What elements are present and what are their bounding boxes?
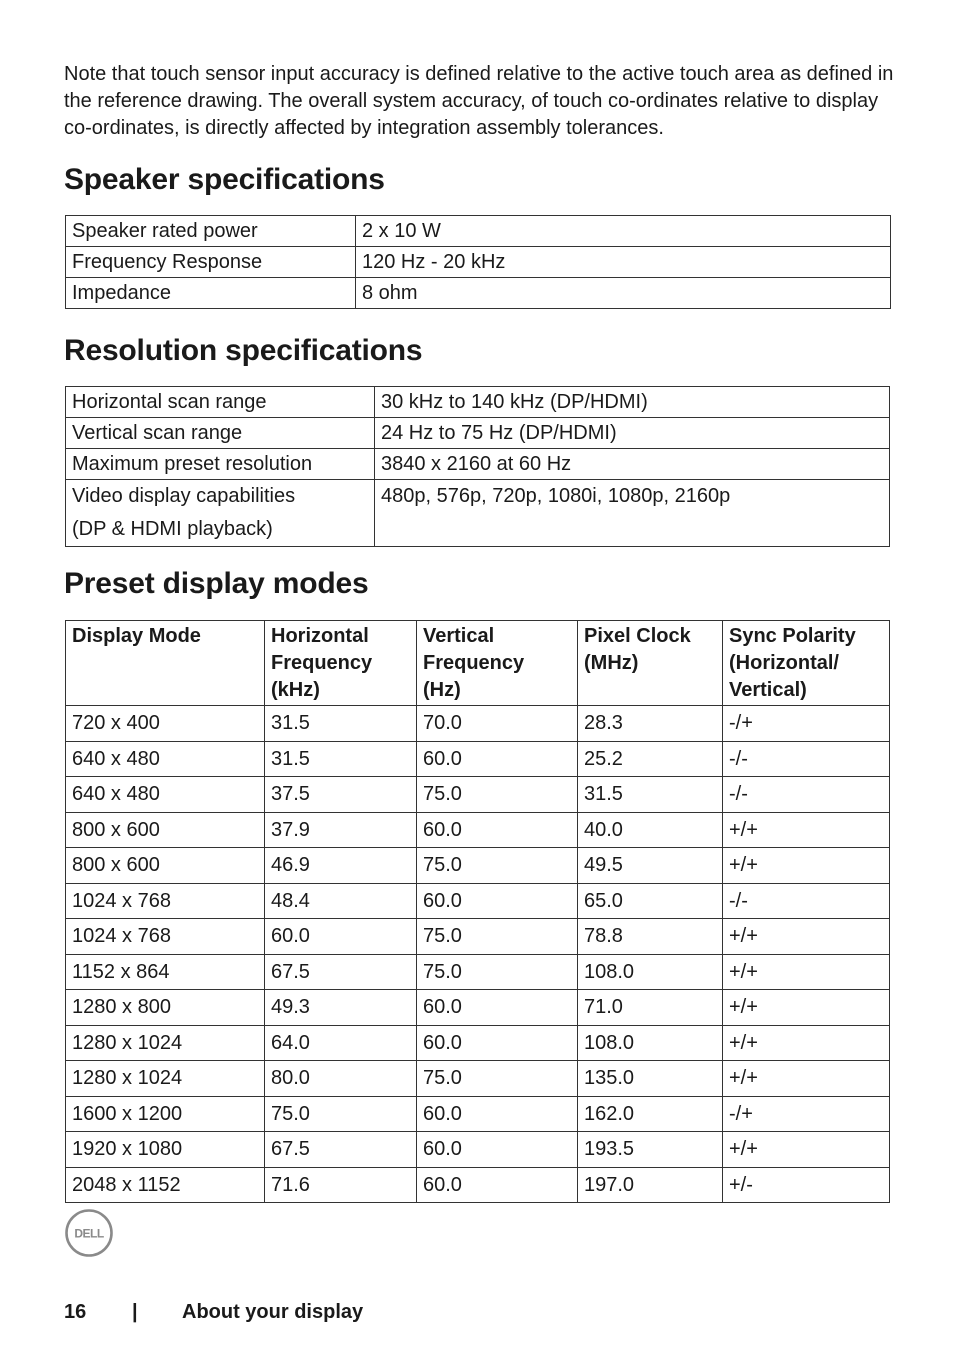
table-cell: Maximum preset resolution	[66, 449, 375, 480]
table-cell: Vertical scan range	[66, 418, 375, 449]
cell-display-mode: 1024 x 768	[66, 919, 265, 955]
column-header-pixel-clock	[578, 621, 723, 706]
cell-vertical-frequency: 60.0	[417, 741, 578, 777]
cell-vertical-frequency: 60.0	[417, 1132, 578, 1168]
header-line: Vertical	[423, 625, 495, 647]
cell-display-mode: 800 x 600	[66, 812, 265, 848]
intro-paragraph: Note that touch sensor input accuracy is defined relative to the active touch area as defined in the reference drawing. The overall system accuracy, of touch co-ordinates relative to display co-ordinates, is directly affected by integration assembly tolerances.	[64, 63, 894, 139]
table-cell: Frequency Response	[66, 247, 356, 278]
cell-vertical-frequency: 60.0	[417, 883, 578, 919]
speaker-table	[65, 215, 891, 309]
cell-display-mode: 1600 x 1200	[66, 1096, 265, 1132]
cell-horizontal-frequency: 31.5	[265, 741, 417, 777]
resolution-heading: Resolution specifications	[64, 334, 423, 367]
table-row	[66, 449, 890, 480]
dell-logo-icon	[64, 1208, 114, 1258]
column-header-display-mode	[66, 621, 265, 706]
cell-sync-polarity: +/+	[723, 848, 890, 884]
cell-vertical-frequency: 60.0	[417, 812, 578, 848]
table-row	[66, 1132, 890, 1168]
cell-vertical-frequency: 60.0	[417, 1096, 578, 1132]
table-row	[66, 848, 890, 884]
table-row	[66, 883, 890, 919]
cell-horizontal-frequency: 64.0	[265, 1025, 417, 1061]
dell-logo-text: DELL	[74, 1226, 104, 1241]
cell-pixel-clock: 197.0	[578, 1167, 723, 1203]
cell-display-mode: 720 x 400	[66, 706, 265, 742]
cell-sync-polarity: -/-	[723, 777, 890, 813]
table-row	[66, 1025, 890, 1061]
table-cell	[66, 480, 375, 547]
cell-horizontal-frequency: 75.0	[265, 1096, 417, 1132]
cell-pixel-clock: 108.0	[578, 954, 723, 990]
table-row	[66, 216, 891, 247]
table-cell: 30 kHz to 140 kHz (DP/HDMI)	[375, 387, 890, 418]
page-number: 16	[64, 1301, 87, 1323]
table-row	[66, 990, 890, 1026]
cell-vertical-frequency: 60.0	[417, 990, 578, 1026]
header-line: (MHz)	[584, 652, 639, 674]
header-line: (kHz)	[271, 679, 320, 701]
table-cell: 3840 x 2160 at 60 Hz	[375, 449, 890, 480]
table-row	[66, 278, 891, 309]
table-row	[66, 777, 890, 813]
table-row	[66, 1096, 890, 1132]
cell-sync-polarity: +/+	[723, 954, 890, 990]
cell-horizontal-frequency: 71.6	[265, 1167, 417, 1203]
cell-pixel-clock: 78.8	[578, 919, 723, 955]
cell-display-mode: 1280 x 800	[66, 990, 265, 1026]
cell-display-mode: 800 x 600	[66, 848, 265, 884]
table-cell: 480p, 576p, 720p, 1080i, 1080p, 2160p	[375, 480, 890, 547]
cell-display-mode: 640 x 480	[66, 741, 265, 777]
table-cell: 24 Hz to 75 Hz (DP/HDMI)	[375, 418, 890, 449]
cell-vertical-frequency: 75.0	[417, 848, 578, 884]
table-cell: Speaker rated power	[66, 216, 356, 247]
cell-pixel-clock: 40.0	[578, 812, 723, 848]
footer-separator: |	[132, 1301, 138, 1323]
cell-pixel-clock: 31.5	[578, 777, 723, 813]
cell-display-mode: 1920 x 1080	[66, 1132, 265, 1168]
cell-display-mode: 1280 x 1024	[66, 1025, 265, 1061]
cell-pixel-clock: 25.2	[578, 741, 723, 777]
speaker-heading: Speaker specifications	[64, 163, 385, 196]
cell-sync-polarity: +/+	[723, 1132, 890, 1168]
cell-display-mode: 1280 x 1024	[66, 1061, 265, 1097]
column-header-vertical-frequency	[417, 621, 578, 706]
table-row	[66, 1167, 890, 1203]
table-cell: 2 x 10 W	[356, 216, 891, 247]
header-line: Display Mode	[72, 625, 201, 647]
resolution-table	[65, 386, 890, 547]
video-label-line-2: (DP & HDMI playback)	[72, 518, 273, 540]
header-line: Frequency	[423, 652, 525, 674]
table-cell: 8 ohm	[356, 278, 891, 309]
cell-pixel-clock: 193.5	[578, 1132, 723, 1168]
cell-vertical-frequency: 75.0	[417, 919, 578, 955]
table-row	[66, 919, 890, 955]
table-row	[66, 247, 891, 278]
cell-sync-polarity: -/-	[723, 741, 890, 777]
header-line: Pixel Clock	[584, 625, 691, 647]
cell-horizontal-frequency: 37.5	[265, 777, 417, 813]
cell-display-mode: 2048 x 1152	[66, 1167, 265, 1203]
cell-display-mode: 1024 x 768	[66, 883, 265, 919]
table-row	[66, 741, 890, 777]
cell-horizontal-frequency: 67.5	[265, 1132, 417, 1168]
cell-pixel-clock: 135.0	[578, 1061, 723, 1097]
cell-sync-polarity: +/+	[723, 990, 890, 1026]
cell-pixel-clock: 108.0	[578, 1025, 723, 1061]
cell-vertical-frequency: 60.0	[417, 1025, 578, 1061]
cell-sync-polarity: +/-	[723, 1167, 890, 1203]
table-row	[66, 954, 890, 990]
cell-sync-polarity: -/+	[723, 706, 890, 742]
footer-section-title: About your display	[182, 1301, 364, 1323]
cell-horizontal-frequency: 37.9	[265, 812, 417, 848]
cell-horizontal-frequency: 60.0	[265, 919, 417, 955]
header-line: Vertical)	[729, 679, 807, 701]
table-row	[66, 1061, 890, 1097]
cell-horizontal-frequency: 31.5	[265, 706, 417, 742]
header-line: (Hz)	[423, 679, 461, 701]
cell-horizontal-frequency: 48.4	[265, 883, 417, 919]
table-cell: 120 Hz - 20 kHz	[356, 247, 891, 278]
cell-sync-polarity: +/+	[723, 1025, 890, 1061]
header-line: Horizontal	[271, 625, 369, 647]
cell-horizontal-frequency: 80.0	[265, 1061, 417, 1097]
cell-vertical-frequency: 70.0	[417, 706, 578, 742]
cell-sync-polarity: +/+	[723, 812, 890, 848]
cell-display-mode: 1152 x 864	[66, 954, 265, 990]
cell-vertical-frequency: 75.0	[417, 777, 578, 813]
cell-pixel-clock: 65.0	[578, 883, 723, 919]
header-line: Sync Polarity	[729, 625, 856, 647]
cell-pixel-clock: 71.0	[578, 990, 723, 1026]
cell-vertical-frequency: 75.0	[417, 954, 578, 990]
cell-vertical-frequency: 75.0	[417, 1061, 578, 1097]
column-header-horizontal-frequency	[265, 621, 417, 706]
column-header-sync-polarity	[723, 621, 890, 706]
video-label-line-1: Video display capabilities	[72, 485, 296, 507]
cell-pixel-clock: 49.5	[578, 848, 723, 884]
preset-modes-heading: Preset display modes	[64, 567, 369, 600]
table-row	[66, 418, 890, 449]
preset-modes-table	[65, 620, 890, 1203]
cell-sync-polarity: +/+	[723, 1061, 890, 1097]
cell-pixel-clock: 162.0	[578, 1096, 723, 1132]
table-cell: Horizontal scan range	[66, 387, 375, 418]
cell-display-mode: 640 x 480	[66, 777, 265, 813]
table-header-row	[66, 621, 890, 706]
cell-pixel-clock: 28.3	[578, 706, 723, 742]
table-row	[66, 812, 890, 848]
table-row	[66, 706, 890, 742]
cell-sync-polarity: +/+	[723, 919, 890, 955]
cell-sync-polarity: -/+	[723, 1096, 890, 1132]
table-cell: Impedance	[66, 278, 356, 309]
header-line: Frequency	[271, 652, 373, 674]
preset-modes-body	[66, 706, 890, 1203]
cell-vertical-frequency: 60.0	[417, 1167, 578, 1203]
table-row	[66, 480, 890, 547]
header-line: (Horizontal/	[729, 652, 839, 674]
cell-sync-polarity: -/-	[723, 883, 890, 919]
cell-horizontal-frequency: 49.3	[265, 990, 417, 1026]
cell-horizontal-frequency: 67.5	[265, 954, 417, 990]
table-row	[66, 387, 890, 418]
cell-horizontal-frequency: 46.9	[265, 848, 417, 884]
